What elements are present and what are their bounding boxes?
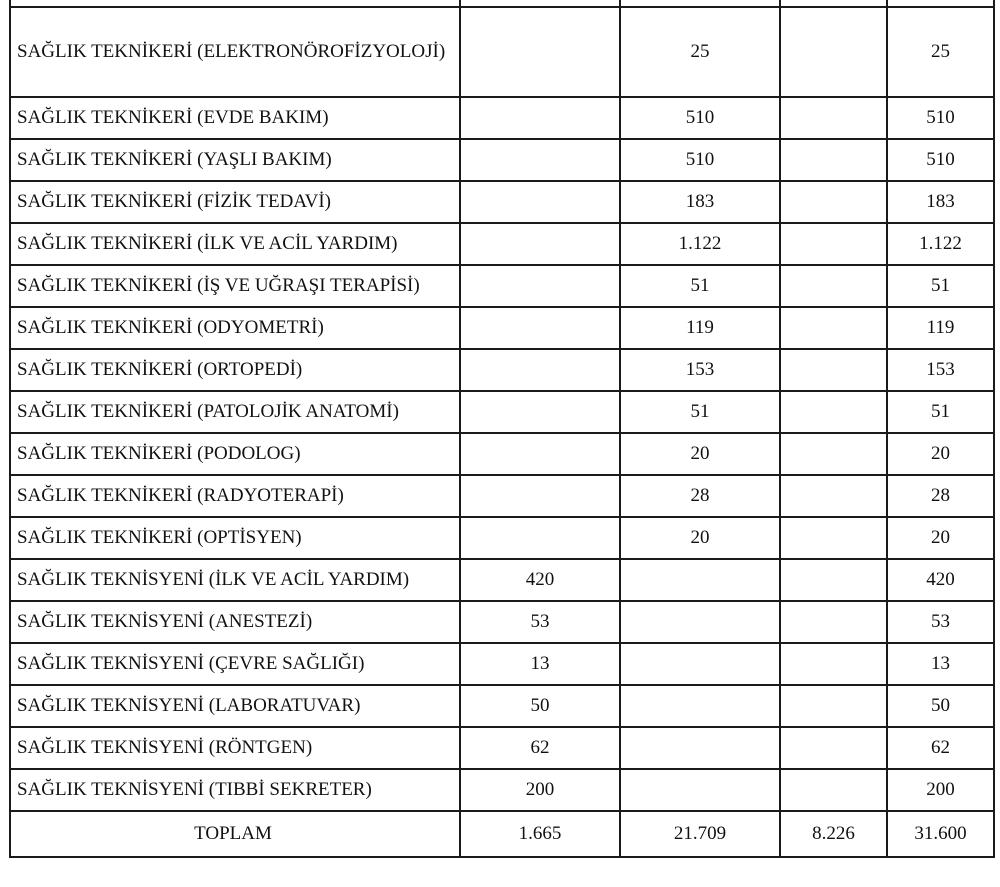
staff-table xyxy=(9,0,995,858)
value-col-3 xyxy=(780,223,887,265)
value-col-3 xyxy=(780,391,887,433)
position-name: SAĞLIK TEKNİKERİ (PODOLOG) xyxy=(10,433,460,475)
value-col-3 xyxy=(780,265,887,307)
value-col-3 xyxy=(780,559,887,601)
table-row xyxy=(10,139,994,181)
value-col-3 xyxy=(780,181,887,223)
value-col-1 xyxy=(460,391,620,433)
value-col-3 xyxy=(780,643,887,685)
value-col-3 xyxy=(780,685,887,727)
total-row xyxy=(10,811,994,857)
position-name: SAĞLIK TEKNİKERİ (ODYOMETRİ) xyxy=(10,307,460,349)
value-total: 25 xyxy=(887,7,994,97)
value-total: 50 xyxy=(887,685,994,727)
value-col-3 xyxy=(780,475,887,517)
table-row xyxy=(10,181,994,223)
value-total: 420 xyxy=(887,559,994,601)
table-row xyxy=(10,769,994,811)
position-name: SAĞLIK TEKNİKERİ (OPTİSYEN) xyxy=(10,517,460,559)
value-col-1: 53 xyxy=(460,601,620,643)
value-col-3 xyxy=(780,139,887,181)
value-col-2: 510 xyxy=(620,97,780,139)
table-row xyxy=(10,433,994,475)
value-col-3 xyxy=(780,433,887,475)
value-total: 183 xyxy=(887,181,994,223)
value-col-2: 20 xyxy=(620,517,780,559)
value-col-1 xyxy=(460,433,620,475)
value-col-2: 20 xyxy=(620,433,780,475)
position-name: SAĞLIK TEKNİKERİ (PATOLOJİK ANATOMİ) xyxy=(10,391,460,433)
position-name: SAĞLIK TEKNİKERİ (FİZİK TEDAVİ) xyxy=(10,181,460,223)
position-name: SAĞLIK TEKNİKERİ (EVDE BAKIM) xyxy=(10,97,460,139)
value-col-3 xyxy=(780,517,887,559)
value-total: 28 xyxy=(887,475,994,517)
value-col-2 xyxy=(620,559,780,601)
value-col-1 xyxy=(460,475,620,517)
table-row xyxy=(10,391,994,433)
value-col-2: 51 xyxy=(620,391,780,433)
value-total: 20 xyxy=(887,517,994,559)
position-name: SAĞLIK TEKNİKERİ (İŞ VE UĞRAŞI TERAPİSİ) xyxy=(10,265,460,307)
staff-table-body xyxy=(10,0,994,857)
table-row xyxy=(10,475,994,517)
value-col-3 xyxy=(780,7,887,97)
value-col-3 xyxy=(780,769,887,811)
position-name: SAĞLIK TEKNİSYENİ (LABORATUVAR) xyxy=(10,685,460,727)
value-col-1: 200 xyxy=(460,769,620,811)
position-name: SAĞLIK TEKNİSYENİ (ÇEVRE SAĞLIĞI) xyxy=(10,643,460,685)
table-row xyxy=(10,559,994,601)
position-name: SAĞLIK TEKNİKERİ (YAŞLI BAKIM) xyxy=(10,139,460,181)
value-col-1 xyxy=(460,7,620,97)
position-name: SAĞLIK TEKNİKERİ (RADYOTERAPİ) xyxy=(10,475,460,517)
total-label: TOPLAM xyxy=(10,811,460,857)
value-total: 153 xyxy=(887,349,994,391)
value-col-1: 50 xyxy=(460,685,620,727)
value-col-1 xyxy=(460,517,620,559)
value-col-1 xyxy=(460,307,620,349)
value-col-1 xyxy=(460,223,620,265)
value-total: 510 xyxy=(887,97,994,139)
value-col-1: 62 xyxy=(460,727,620,769)
position-name: SAĞLIK TEKNİKERİ (ELEKTRONÖROFİZYOLOJİ) xyxy=(10,7,460,97)
value-col-2 xyxy=(620,685,780,727)
value-total: 1.122 xyxy=(887,223,994,265)
table-row xyxy=(10,601,994,643)
value-col-2: 28 xyxy=(620,475,780,517)
value-col-1 xyxy=(460,265,620,307)
value-total: 62 xyxy=(887,727,994,769)
position-name: SAĞLIK TEKNİSYENİ (RÖNTGEN) xyxy=(10,727,460,769)
value-col-3 xyxy=(780,97,887,139)
table-row xyxy=(10,517,994,559)
value-total: 51 xyxy=(887,391,994,433)
table-row xyxy=(10,223,994,265)
value-col-3 xyxy=(780,727,887,769)
value-total: 53 xyxy=(887,601,994,643)
table-top-edge xyxy=(10,0,994,7)
value-total: 200 xyxy=(887,769,994,811)
value-col-2: 183 xyxy=(620,181,780,223)
value-col-1: 420 xyxy=(460,559,620,601)
position-name: SAĞLIK TEKNİKERİ (ORTOPEDİ) xyxy=(10,349,460,391)
value-col-1 xyxy=(460,349,620,391)
value-col-2: 119 xyxy=(620,307,780,349)
total-col-2: 21.709 xyxy=(620,811,780,857)
value-col-2 xyxy=(620,643,780,685)
value-total: 51 xyxy=(887,265,994,307)
value-col-2: 51 xyxy=(620,265,780,307)
value-col-2: 153 xyxy=(620,349,780,391)
table-row xyxy=(10,307,994,349)
value-col-2: 25 xyxy=(620,7,780,97)
table-row xyxy=(10,265,994,307)
table-row xyxy=(10,349,994,391)
table-row xyxy=(10,685,994,727)
value-col-1: 13 xyxy=(460,643,620,685)
table-row xyxy=(10,7,994,97)
value-col-1 xyxy=(460,97,620,139)
value-col-3 xyxy=(780,307,887,349)
total-col-3: 8.226 xyxy=(780,811,887,857)
value-total: 119 xyxy=(887,307,994,349)
value-total: 20 xyxy=(887,433,994,475)
position-name: SAĞLIK TEKNİSYENİ (İLK VE ACİL YARDIM) xyxy=(10,559,460,601)
table-row xyxy=(10,727,994,769)
position-name: SAĞLIK TEKNİSYENİ (ANESTEZİ) xyxy=(10,601,460,643)
position-name: SAĞLIK TEKNİKERİ (İLK VE ACİL YARDIM) xyxy=(10,223,460,265)
value-total: 510 xyxy=(887,139,994,181)
total-col-1: 1.665 xyxy=(460,811,620,857)
position-name: SAĞLIK TEKNİSYENİ (TIBBİ SEKRETER) xyxy=(10,769,460,811)
value-col-2 xyxy=(620,769,780,811)
value-col-3 xyxy=(780,349,887,391)
value-col-1 xyxy=(460,139,620,181)
value-col-2: 510 xyxy=(620,139,780,181)
value-col-2 xyxy=(620,727,780,769)
table-row xyxy=(10,643,994,685)
grand-total: 31.600 xyxy=(887,811,994,857)
value-col-1 xyxy=(460,181,620,223)
value-col-2 xyxy=(620,601,780,643)
value-col-3 xyxy=(780,601,887,643)
table-row xyxy=(10,97,994,139)
value-total: 13 xyxy=(887,643,994,685)
value-col-2: 1.122 xyxy=(620,223,780,265)
